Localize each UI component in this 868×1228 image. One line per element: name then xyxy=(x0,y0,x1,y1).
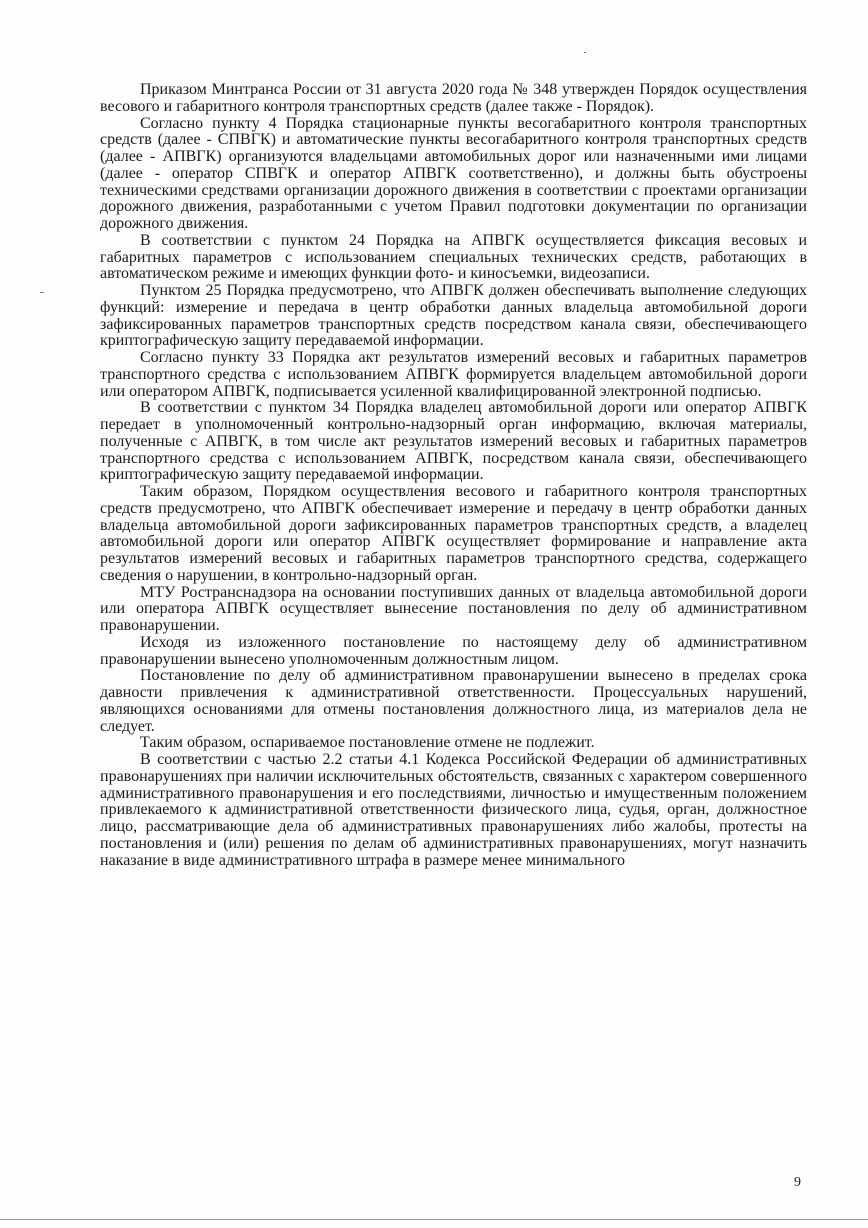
paragraph-10: Постановление по делу об административном правонарушении вынесено в пределах срока давности привлечения к административной ответственности. Процессуальных нарушений, являющихся основаниями для отмены постановления должностного лица, из материалов дела не следует. xyxy=(100,667,807,735)
paragraph-2: Согласно пункту 4 Порядка стационарные пункты весогабаритного контроля транспортных средств (далее - СПВГК) и автоматические пункты весогабаритного контроля транспортных средств (далее - АПВГК) организуются владельцами автомобильных дорог или назначенными ими лицами (далее - оператор СПВГК и оператор АПВГК соответственно), и должны быть обустроены техническими средствами организации дорожного движения в соответствии с проектами организации дорожного движения, разработанными с учетом Правил подготовки документации по организации дорожного движения. xyxy=(100,114,807,232)
paragraph-3: В соответствии с пунктом 24 Порядка на АПВГК осуществляется фиксация весовых и габаритных параметров с использованием специальных технических средств, работающих в автоматическом режиме и имеющих функции фото- и киносъемки, видеозаписи. xyxy=(100,231,807,283)
paragraph-6: В соответствии с пунктом 34 Порядка владелец автомобильной дороги или оператор АПВГК передает в уполномоченный контрольно-надзорный орган информацию, включая материалы, полученные с АПВГК, в том числе акт результатов измерений весовых и габаритных параметров транспортного средства с использованием АПВГК, посредством канала связи, обеспечивающего криптографическую защиту передаваемой информации. xyxy=(100,399,807,484)
paragraph-11: Таким образом, оспариваемое постановление отмене не подлежит. xyxy=(140,734,595,752)
document-body xyxy=(100,82,807,869)
paragraph-1: Приказом Минтранса России от 31 августа 2020 года № 348 утвержден Порядок осуществления весового и габаритного контроля транспортных средств (далее также - Порядок). xyxy=(100,81,807,115)
paragraph-9: Исходя из изложенного постановление по настоящему делу об административном правонарушении вынесено уполномоченным должностным лицом. xyxy=(100,633,807,668)
paragraph-4: Пунктом 25 Порядка предусмотрено, что АПВГК должен обеспечивать выполнение следующих функций: измерение и передача в центр обработки данных владельца автомобильной дороги зафиксированных параметров транспортных средств посредством канала связи, обеспечивающего криптографическую защиту передаваемой информации. xyxy=(100,282,807,350)
paragraph-5: Согласно пункту 33 Порядка акт результатов измерений весовых и габаритных параметров транспортного средства с использованием АПВГК формируется владельцем автомобильной дороги или оператором АПВГК, подписывается усиленной квалифицированной электронной подписью. xyxy=(100,349,807,400)
scan-edge-line xyxy=(0,1219,868,1220)
paragraph-7: Таким образом, Порядком осуществления весового и габаритного контроля транспортных средств предусмотрено, что АПВГК обеспечивает измерение и передачу в центр обработки данных владельца автомобильной дороги зафиксированных параметров транспортных средств, а владелец автомобильной дороги или оператор АПВГК осуществляет формирование и направление акта результатов измерений весовых и габаритных параметров транспортного средства, содержащего сведения о нарушении, в контрольно-надзорный орган. xyxy=(100,483,807,584)
paragraph-8: МТУ Ространснадзора на основании поступивших данных от владельца автомобильной дороги или оператора АПВГК осуществляет вынесение постановления по делу об административном правонарушении. xyxy=(100,583,807,634)
page-number: 9 xyxy=(794,1175,801,1190)
paragraph-12: В соответствии с частью 2.2 статьи 4.1 Кодекса Российской Федерации об административных правонарушениях при наличии исключительных обстоятельств, связанных с характером совершенного административного правонарушения и его последствиями, личностью и имущественным положением привлекаемого к административной ответственности физического лица, судья, орган, должностное лицо, рассматривающие дела об административных правонарушениях либо жалобы, протесты на постановления и (или) решения по делам об административных правонарушениях, могут назначить наказание в виде административного штрафа в размере менее минимального xyxy=(100,751,807,869)
scan-speck xyxy=(584,52,586,53)
scan-speck xyxy=(40,292,44,293)
